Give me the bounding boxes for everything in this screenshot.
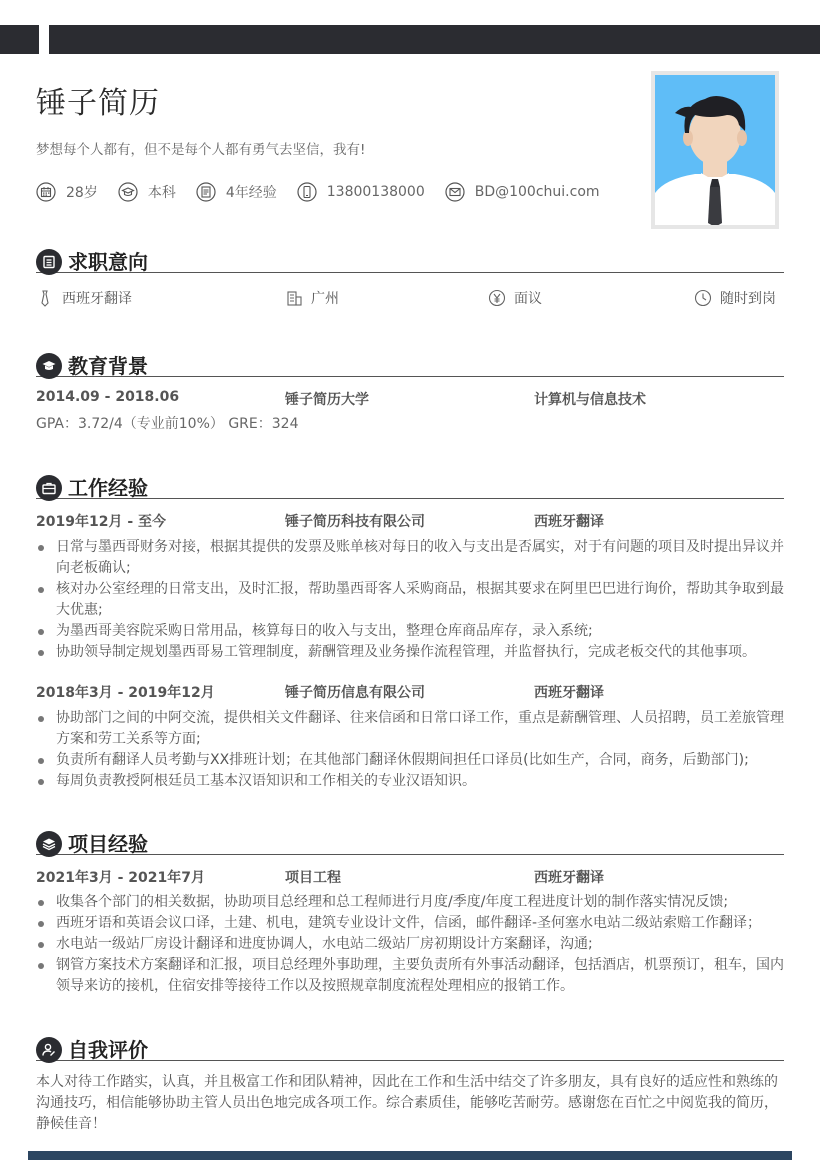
list-item: 水电站一级站厂房设计翻译和进度协调人，水电站二级站厂房初期设计方案翻译，沟通; bbox=[36, 934, 786, 955]
job-2-role: 西班牙翻译 bbox=[534, 685, 604, 701]
calendar-icon bbox=[36, 182, 56, 202]
intent-city bbox=[285, 288, 339, 308]
section-project-header bbox=[36, 827, 784, 855]
job-2-header bbox=[36, 682, 784, 702]
job-2-company: 锤子简历信息有限公司 bbox=[285, 685, 425, 701]
education-entry-header bbox=[36, 389, 784, 409]
list-item: 协助领导制定规划墨西哥易工管理制度，薪酬管理及业务操作流程管理，并监督执行，完成老板交代的其他事项。 bbox=[36, 642, 786, 663]
intent-row bbox=[36, 288, 784, 308]
info-phone-text: 13800138000 bbox=[326, 184, 425, 200]
user-edit-icon bbox=[36, 1037, 62, 1063]
section-project-title: 项目经验 bbox=[68, 831, 148, 856]
avatar bbox=[655, 75, 775, 225]
intent-city-text: 广州 bbox=[311, 291, 339, 307]
section-self-header bbox=[36, 1033, 784, 1061]
tie-icon bbox=[36, 289, 54, 307]
intent-availability bbox=[694, 288, 776, 308]
top-bar-left bbox=[0, 25, 39, 54]
job-1-header bbox=[36, 511, 784, 531]
job-1-duties bbox=[36, 537, 786, 663]
list-item: 收集各个部门的相关数据，协助项目总经理和总工程师进行月度/季度/年度工程进度计划的制作落实情况反馈; bbox=[36, 892, 786, 913]
layers-icon bbox=[36, 831, 62, 857]
top-bar-right bbox=[49, 25, 820, 54]
list-icon bbox=[36, 249, 62, 275]
clock-icon bbox=[694, 289, 712, 307]
intent-availability-text: 随时到岗 bbox=[720, 291, 776, 307]
project-name: 项目工程 bbox=[285, 870, 341, 886]
project-entry-header bbox=[36, 867, 784, 887]
graduation-cap-icon bbox=[118, 182, 138, 202]
job-2-period: 2018年3月 - 2019年12月 bbox=[36, 685, 215, 701]
project-period: 2021年3月 - 2021年7月 bbox=[36, 870, 205, 886]
list-item: 负责所有翻译人员考勤与XX排班计划；在其他部门翻译休假期间担任口译员(比如生产，合同，商务，后勤部门); bbox=[36, 750, 786, 771]
profile-photo bbox=[651, 71, 779, 229]
list-item: 西班牙语和英语会议口译，土建、机电，建筑专业设计文件，信函，邮件翻译-圣何塞水电站二级站索赔工作翻译； bbox=[36, 913, 786, 934]
mail-icon bbox=[445, 182, 465, 202]
job-1-period: 2019年12月 - 至今 bbox=[36, 514, 167, 530]
section-work-title: 工作经验 bbox=[68, 475, 148, 500]
project-role: 西班牙翻译 bbox=[534, 870, 604, 886]
document-icon bbox=[196, 182, 216, 202]
briefcase-icon bbox=[36, 475, 62, 501]
intent-salary bbox=[488, 288, 542, 308]
bottom-bar bbox=[28, 1151, 792, 1160]
education-detail: GPA：3.72/4（专业前10%） GRE：324 bbox=[36, 416, 299, 432]
job-1-company: 锤子简历科技有限公司 bbox=[285, 514, 425, 530]
info-experience bbox=[196, 182, 277, 202]
section-education-header bbox=[36, 349, 784, 377]
list-item: 协助部门之间的中阿交流，提供相关文件翻译、往来信函和日常口译工作，重点是薪酬管理、人员招聘，员工差旅管理方案和劳工关系等方面; bbox=[36, 708, 786, 750]
education-period: 2014.09 - 2018.06 bbox=[36, 389, 180, 405]
section-education-title: 教育背景 bbox=[68, 353, 148, 378]
info-email[interactable] bbox=[445, 182, 600, 202]
resume-name: 锤子简历 bbox=[36, 86, 160, 121]
job-2-duties bbox=[36, 708, 786, 792]
info-age-text: 28岁 bbox=[66, 185, 98, 201]
list-item: 每周负责教授阿根廷员工基本汉语知识和工作相关的专业汉语知识。 bbox=[36, 771, 786, 792]
section-intent-header bbox=[36, 245, 784, 273]
list-item: 钢管方案技术方案翻译和汇报，项目总经理外事助理，主要负责所有外事活动翻译，包括酒店，机票预订，租车，国内领导来访的接机，住宿安排等接待工作以及按照规章制度流程处理相应的报销工作。 bbox=[36, 955, 786, 997]
info-degree-text: 本科 bbox=[147, 185, 176, 201]
job-1-role: 西班牙翻译 bbox=[534, 514, 604, 530]
section-work-header bbox=[36, 471, 784, 499]
graduation-cap-icon bbox=[36, 353, 62, 379]
info-age bbox=[36, 182, 98, 202]
section-self-title: 自我评价 bbox=[68, 1037, 148, 1062]
info-degree bbox=[118, 182, 176, 202]
section-intent-title: 求职意向 bbox=[68, 249, 148, 274]
project-duties bbox=[36, 892, 786, 997]
basic-info-row bbox=[36, 181, 620, 203]
yen-icon bbox=[488, 289, 506, 307]
phone-icon bbox=[297, 182, 317, 202]
list-item: 为墨西哥美容院采购日常用品，核算每日的收入与支出，整理仓库商品库存，录入系统; bbox=[36, 621, 786, 642]
info-phone[interactable] bbox=[297, 182, 425, 202]
list-item: 日常与墨西哥财务对接，根据其提供的发票及账单核对每日的收入与支出是否属实，对于有问题的项目及时提出异议并向老板确认; bbox=[36, 537, 786, 579]
intent-position bbox=[36, 288, 132, 308]
info-experience-text: 4年经验 bbox=[225, 185, 277, 201]
education-major: 计算机与信息技术 bbox=[534, 392, 646, 408]
self-evaluation-text: 本人对待工作踏实，认真，并且极富工作和团队精神，因此在工作和生活中结交了许多朋友，具有良好的适应性和熟练的沟通技巧，相信能够协助主管人员出色地完成各项工作。综合素质佳，能够吃苦耐劳。感谢您在百忙之中阅览我的简历，静候佳音！ bbox=[36, 1074, 778, 1132]
resume-motto: 梦想每个人都有，但不是每个人都有勇气去坚信，我有! bbox=[36, 142, 366, 158]
building-icon bbox=[285, 289, 303, 307]
intent-position-text: 西班牙翻译 bbox=[62, 291, 132, 307]
education-school: 锤子简历大学 bbox=[285, 392, 369, 408]
info-email-text: BD@100chui.com bbox=[474, 184, 600, 200]
list-item: 核对办公室经理的日常支出，及时汇报，帮助墨西哥客人采购商品，根据其要求在阿里巴巴进行询价，帮助其争取到最大优惠; bbox=[36, 579, 786, 621]
intent-salary-text: 面议 bbox=[514, 291, 542, 307]
